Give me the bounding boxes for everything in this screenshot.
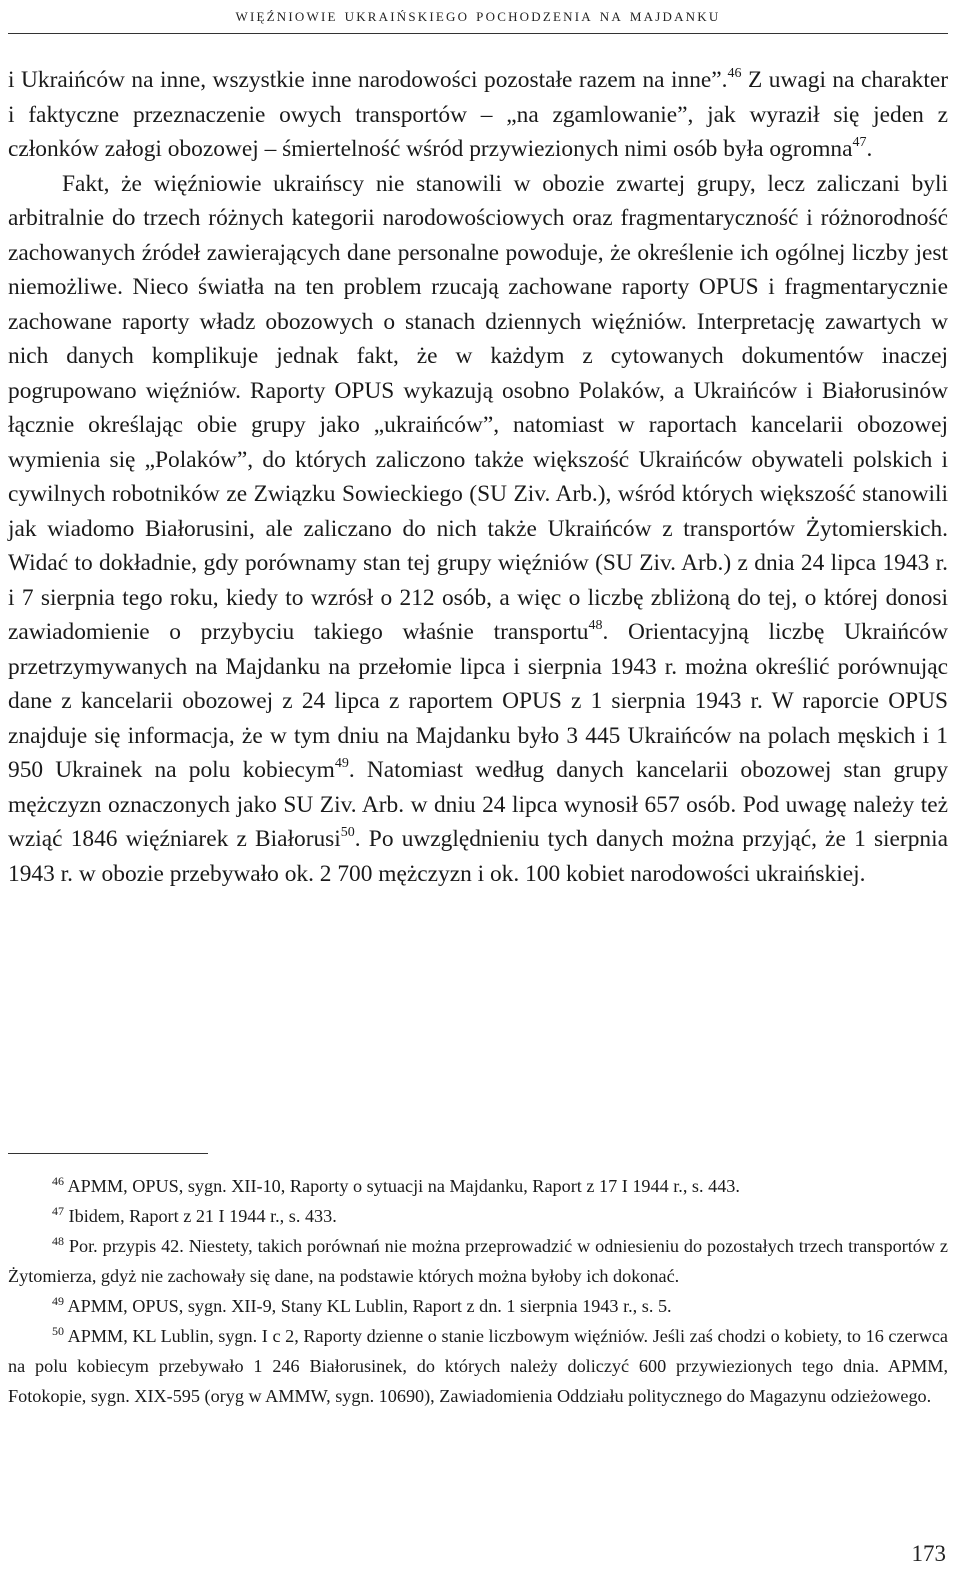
text-run: . Po uwzględnieniu tych danych można przyjąć, że 1 sierpnia 1943 r. w obozie przebywało ok. 2 700 mężczyzn i ok. 100 kobiet narodowości ukraińskiej.	[8, 826, 948, 887]
footnote-text: Ibidem, Raport z 21 I 1944 r., s. 433.	[64, 1206, 337, 1226]
main-text	[8, 63, 948, 891]
footnote-number: 47	[52, 1203, 64, 1218]
text-run: .	[866, 136, 873, 162]
text-run: . Orientacyjną liczbę Ukraińców przetrzymywanych na Majdanku na przełomie lipca i sierpnia 1943 r. można określić porównując dane z kancelarii obozowej z 24 lipca z raportem OPUS z 1 sierpnia 1943 r. W raporcie OPUS znajduje się informacja, że w tym dniu na Majdanku było 3 445 Ukraińców na polach męskich i 1 950 Ukrainek na polu kobiecym	[8, 619, 948, 783]
footnote-text: APMM, KL Lublin, sygn. I c 2, Raporty dzienne o stanie liczbowym więźniów. Jeśli zaś chodzi o kobiety, to 16 czerwca na polu kobiecym przebywało 1 246 Białorusinek, do których należy doliczyć 600 przywiezionych tego dnia. APMM, Fotokopie, sygn. XIX-595 (oryg w AMMW, sygn. 10690), Zawiadomienia Oddziału politycznego do Magazynu odzieżowego.	[8, 1326, 948, 1406]
footnote-number: 48	[52, 1233, 64, 1248]
footnote-number: 49	[52, 1293, 64, 1308]
footnote-text: APMM, OPUS, sygn. XII-10, Raporty o sytuacji na Majdanku, Raport z 17 I 1944 r., s. 443.	[64, 1176, 740, 1196]
footnote-ref-50[interactable]: 50	[340, 825, 355, 841]
footnote-text: APMM, OPUS, sygn. XII-9, Stany KL Lublin, Raport z dn. 1 sierpnia 1943 r., s. 5.	[64, 1296, 672, 1316]
running-header: więźniowie ukraińskiego pochodzenia na majdanku	[235, 5, 721, 26]
footnote-ref-49[interactable]: 49	[334, 756, 349, 772]
text-run: i Ukraińców na inne, wszystkie inne narodowości pozostałe razem na inne”.	[8, 67, 728, 93]
footnote-ref-46[interactable]: 46	[727, 66, 742, 82]
footnote-ref-48[interactable]: 48	[588, 618, 603, 634]
footnote-separator	[8, 1153, 208, 1154]
footnote-50	[8, 1321, 948, 1411]
footnote-47	[8, 1201, 948, 1231]
paragraph-2	[8, 167, 948, 892]
footnote-46	[8, 1171, 948, 1201]
footnote-ref-47[interactable]: 47	[852, 135, 867, 151]
footnote-49	[8, 1291, 948, 1321]
page-number: 173	[911, 1541, 946, 1566]
text-run: . Natomiast według danych kancelarii obozowej stan grupy mężczyzn oznaczonych jako SU Ziv. Arb. w dniu 24 lipca wynosił 657 osób. Pod uwagę należy też wziąć 1846 więźniarek z Białorusi	[8, 757, 949, 852]
footnote-text: Por. przypis 42. Niestety, takich porównań nie można przeprowadzić w odniesieniu do pozostałych trzech transportów z Żytomierza, gdyż nie zachowały się dane, na podstawie których można byłoby ich dokonać.	[8, 1236, 948, 1286]
footnotes	[8, 1171, 948, 1411]
footnote-number: 46	[52, 1173, 64, 1188]
paragraph-1	[8, 63, 948, 167]
document-page	[8, 0, 948, 1583]
footnote-number: 50	[52, 1323, 64, 1338]
text-run: Z uwagi na charakter i faktyczne przeznaczenie owych transportów – „na zgamlowanie”, jak wyraził się jeden z członków załogi obozowej – śmiertelność wśród przywiezionych nimi osób była ogromna	[8, 67, 948, 162]
text-run: Fakt, że więźniowie ukraińscy nie stanowili w obozie zwartej grupy, lecz zaliczani byli arbitralnie do trzech różnych kategorii narodowościowych oraz fragmentaryczność i różnorodność zachowanych źródeł zawierających dane personalne powoduje, że określenie ich ogólnej liczby jest niemożliwe. Nieco światła na ten problem rzucają zachowane raporty OPUS i fragmentarycznie zachowane raporty władz obozowych o stanach dziennych więźniów. Interpretację zawartych w nich danych komplikuje jednak fakt, że w każdym z cytowanych dokumentów inaczej pogrupowano więźniów. Raporty OPUS wykazują osobno Polaków, a Ukraińców i Białorusinów łącznie określając obie grupy jako „ukraińców”, natomiast w raportach kancelarii obozowej wymienia się „Polaków”, do których zaliczono także większość Ukraińców obywateli polskich i cywilnych robotników ze Związku Sowieckiego (SU Ziv. Arb.), wśród których większość stanowili jak wiadomo Białorusini, ale zaliczano do nich także Ukraińców z transportów Żytomierskich. Widać to dokładnie, gdy porównamy stan tej grupy więźniów (SU Ziv. Arb.) z dnia 24 lipca 1943 r. i 7 sierpnia tego roku, kiedy to wzrósł o 212 osób, a więc o liczbę zbliżoną do tej, o której donosi zawiadomienie o przybyciu takiego właśnie transportu	[8, 170, 948, 645]
footnote-48	[8, 1231, 948, 1291]
header-rule	[8, 33, 948, 34]
